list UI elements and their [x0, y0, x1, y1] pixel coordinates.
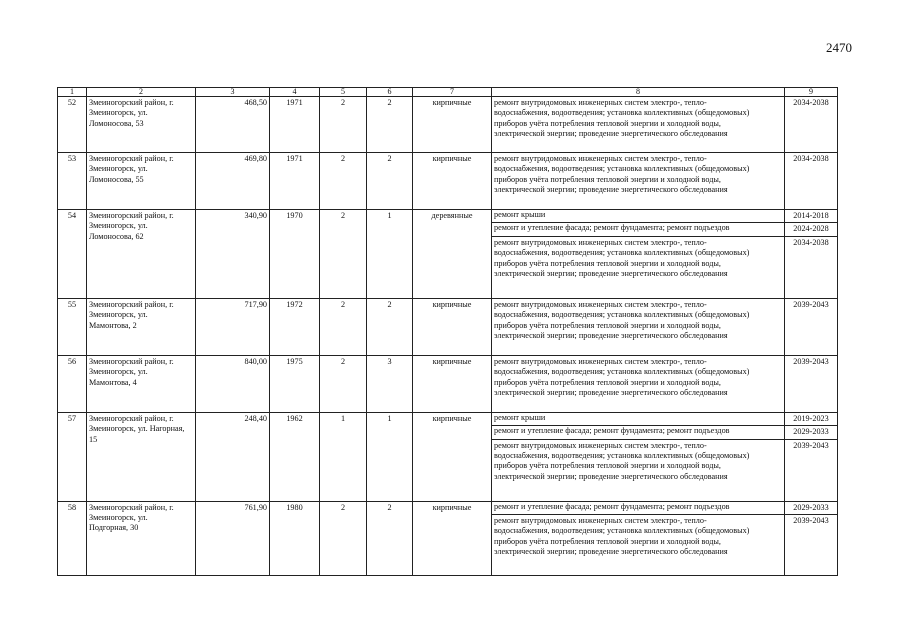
address-cell: [87, 412, 196, 501]
floors-cell: 2: [320, 355, 367, 412]
work-type-cell: [492, 223, 785, 236]
work-line: ремонт крыши: [494, 412, 546, 422]
work-line: ремонт внутридомовых инженерных систем электро-, тепло-: [494, 237, 707, 247]
address-cell: [87, 501, 196, 575]
work-type-cell: [492, 236, 785, 298]
entrances-cell: 2: [367, 501, 413, 575]
period-cell: 2014-2018: [785, 210, 838, 223]
work-line: ремонт крыши: [494, 210, 546, 219]
year-cell: 1971: [270, 153, 320, 210]
row-number: 58: [58, 501, 87, 575]
work-line: приборов учёта потребления тепловой энергии и холодной воды,: [494, 377, 721, 387]
column-number: 1: [58, 88, 87, 97]
column-number: 2: [87, 88, 196, 97]
work-line: приборов учёта потребления тепловой энергии и холодной воды,: [494, 320, 721, 330]
wall-material-cell: деревянные: [413, 210, 492, 299]
year-cell: 1970: [270, 210, 320, 299]
work-line: электрической энергии; проведение энергетического обследования: [494, 269, 728, 279]
table-row: [58, 501, 838, 514]
area-cell: 761,90: [196, 501, 270, 575]
work-type-cell: [492, 515, 785, 576]
area-cell: 840,00: [196, 355, 270, 412]
address-line: Змеиногорский район, г.: [89, 98, 174, 107]
address-line: Подгорная, 30: [89, 523, 139, 533]
entrances-cell: 1: [367, 210, 413, 299]
work-line: приборов учёта потребления тепловой энергии и холодной воды,: [494, 258, 721, 268]
wall-material-cell: кирпичные: [413, 153, 492, 210]
table-row: [58, 97, 838, 153]
work-line: водоснабжения, водоотведения; установка коллективных (общедомовых): [494, 526, 750, 536]
period-cell: 2039-2043: [785, 298, 838, 355]
wall-material-cell: кирпичные: [413, 412, 492, 501]
table-row: [58, 355, 838, 412]
work-type-cell: [492, 97, 785, 153]
work-line: электрической энергии; проведение энергетического обследования: [494, 331, 728, 341]
work-line: водоснабжения, водоотведения; установка коллективных (общедомовых): [494, 310, 750, 320]
entrances-cell: 3: [367, 355, 413, 412]
row-number: 52: [58, 97, 87, 153]
work-type-cell: [492, 412, 785, 425]
floors-cell: 2: [320, 501, 367, 575]
area-cell: 248,40: [196, 412, 270, 501]
period-cell: 2029-2033: [785, 501, 838, 514]
table-row: [58, 153, 838, 210]
address-line: Змеиногорский район, г.: [89, 356, 174, 366]
work-type-cell: [492, 439, 785, 501]
wall-material-cell: кирпичные: [413, 298, 492, 355]
work-type-cell: [492, 210, 785, 223]
address-cell: [87, 355, 196, 412]
period-cell: 2034-2038: [785, 153, 838, 210]
work-type-cell: [492, 426, 785, 439]
work-line: приборов учёта потребления тепловой энергии и холодной воды,: [494, 118, 721, 128]
area-cell: 469,80: [196, 153, 270, 210]
period-cell: 2029-2033: [785, 426, 838, 439]
work-type-cell: [492, 153, 785, 210]
year-cell: 1971: [270, 97, 320, 153]
address-line: Ломоносова, 55: [89, 174, 144, 184]
year-cell: 1972: [270, 298, 320, 355]
work-line: водоснабжения, водоотведения; установка коллективных (общедомовых): [494, 248, 750, 258]
table-row: [58, 298, 838, 355]
work-type-cell: [492, 298, 785, 355]
address-line: Змеиногорск, ул.: [89, 513, 148, 523]
work-type-cell: [492, 501, 785, 514]
floors-cell: 2: [320, 153, 367, 210]
work-line: электрической энергии; проведение энергетического обследования: [494, 471, 728, 481]
period-cell: 2024-2028: [785, 223, 838, 236]
work-line: электрической энергии; проведение энергетического обследования: [494, 388, 728, 398]
area-cell: 717,90: [196, 298, 270, 355]
column-number: 5: [320, 88, 367, 97]
work-line: приборов учёта потребления тепловой энергии и холодной воды,: [494, 174, 721, 184]
floors-cell: 2: [320, 97, 367, 153]
work-line: приборов учёта потребления тепловой энергии и холодной воды,: [494, 536, 721, 546]
work-line: электрической энергии; проведение энергетического обследования: [494, 129, 728, 139]
floors-cell: 1: [320, 412, 367, 501]
work-line: электрической энергии; проведение энергетического обследования: [494, 185, 728, 195]
row-number: 56: [58, 355, 87, 412]
work-line: ремонт и утепление фасада; ремонт фундамента; ремонт подъездов: [494, 501, 730, 511]
period-cell: 2039-2043: [785, 355, 838, 412]
floors-cell: 2: [320, 298, 367, 355]
housing-repair-table: [57, 87, 838, 576]
address-line: Мамонтова, 2: [89, 320, 137, 330]
row-number: 57: [58, 412, 87, 501]
column-number: 6: [367, 88, 413, 97]
floors-cell: 2: [320, 210, 367, 299]
column-number: 8: [492, 88, 785, 97]
table-row: [58, 210, 838, 223]
address-line: Ломоносова, 53: [89, 118, 144, 128]
work-line: водоснабжения, водоотведения; установка коллективных (общедомовых): [494, 451, 750, 461]
work-line: ремонт и утепление фасада; ремонт фундамента; ремонт подъездов: [494, 223, 730, 233]
entrances-cell: 1: [367, 412, 413, 501]
work-line: ремонт внутридомовых инженерных систем электро-, тепло-: [494, 154, 707, 163]
row-number: 54: [58, 210, 87, 299]
column-number: 7: [413, 88, 492, 97]
work-line: ремонт и утепление фасада; ремонт фундамента; ремонт подъездов: [494, 426, 730, 436]
entrances-cell: 2: [367, 298, 413, 355]
work-line: водоснабжения, водоотведения; установка коллективных (общедомовых): [494, 367, 750, 377]
entrances-cell: 2: [367, 97, 413, 153]
work-line: ремонт внутридомовых инженерных систем электро-, тепло-: [494, 98, 707, 107]
work-line: электрической энергии; проведение энергетического обследования: [494, 547, 728, 557]
work-line: ремонт внутридомовых инженерных систем электро-, тепло-: [494, 440, 707, 450]
period-cell: 2039-2043: [785, 439, 838, 501]
column-number: 9: [785, 88, 838, 97]
work-line: приборов учёта потребления тепловой энергии и холодной воды,: [494, 461, 721, 471]
address-line: Змеиногорский район, г.: [89, 154, 174, 163]
address-line: Змеиногорский район, г.: [89, 413, 174, 423]
table-row: [58, 412, 838, 425]
column-number: 3: [196, 88, 270, 97]
wall-material-cell: кирпичные: [413, 501, 492, 575]
address-line: Змеиногорск, ул.: [89, 164, 148, 174]
address-cell: [87, 153, 196, 210]
address-line: Змеиногорский район, г.: [89, 211, 174, 220]
address-line: Змеиногорск, ул. Нагорная,: [89, 424, 185, 434]
address-line: Ломоносова, 62: [89, 231, 144, 241]
period-cell: 2034-2038: [785, 97, 838, 153]
address-line: Змеиногорский район, г.: [89, 299, 174, 309]
address-line: Змеиногорск, ул.: [89, 108, 148, 118]
year-cell: 1962: [270, 412, 320, 501]
address-line: Змеиногорск, ул.: [89, 310, 148, 320]
entrances-cell: 2: [367, 153, 413, 210]
row-number: 53: [58, 153, 87, 210]
year-cell: 1975: [270, 355, 320, 412]
work-line: водоснабжения, водоотведения; установка коллективных (общедомовых): [494, 164, 750, 174]
work-line: ремонт внутридомовых инженерных систем электро-, тепло-: [494, 516, 707, 526]
table-body: [58, 88, 838, 576]
period-cell: 2039-2043: [785, 515, 838, 576]
address-line: Мамонтова, 4: [89, 377, 137, 387]
period-cell: 2034-2038: [785, 236, 838, 298]
work-line: ремонт внутридомовых инженерных систем электро-, тепло-: [494, 356, 707, 366]
work-line: водоснабжения, водоотведения; установка коллективных (общедомовых): [494, 108, 750, 118]
address-line: 15: [89, 434, 98, 444]
column-number: 4: [270, 88, 320, 97]
address-line: Змеиногорск, ул.: [89, 367, 148, 377]
work-type-cell: [492, 355, 785, 412]
period-cell: 2019-2023: [785, 412, 838, 425]
address-line: Змеиногорский район, г.: [89, 502, 174, 512]
page-number: 2470: [826, 40, 852, 55]
work-line: ремонт внутридомовых инженерных систем электро-, тепло-: [494, 299, 707, 309]
wall-material-cell: кирпичные: [413, 355, 492, 412]
column-number-row: [58, 88, 838, 97]
row-number: 55: [58, 298, 87, 355]
area-cell: 340,90: [196, 210, 270, 299]
address-cell: [87, 210, 196, 299]
year-cell: 1980: [270, 501, 320, 575]
address-line: Змеиногорск, ул.: [89, 221, 148, 231]
area-cell: 468,50: [196, 97, 270, 153]
address-cell: [87, 298, 196, 355]
address-cell: [87, 97, 196, 153]
wall-material-cell: кирпичные: [413, 97, 492, 153]
